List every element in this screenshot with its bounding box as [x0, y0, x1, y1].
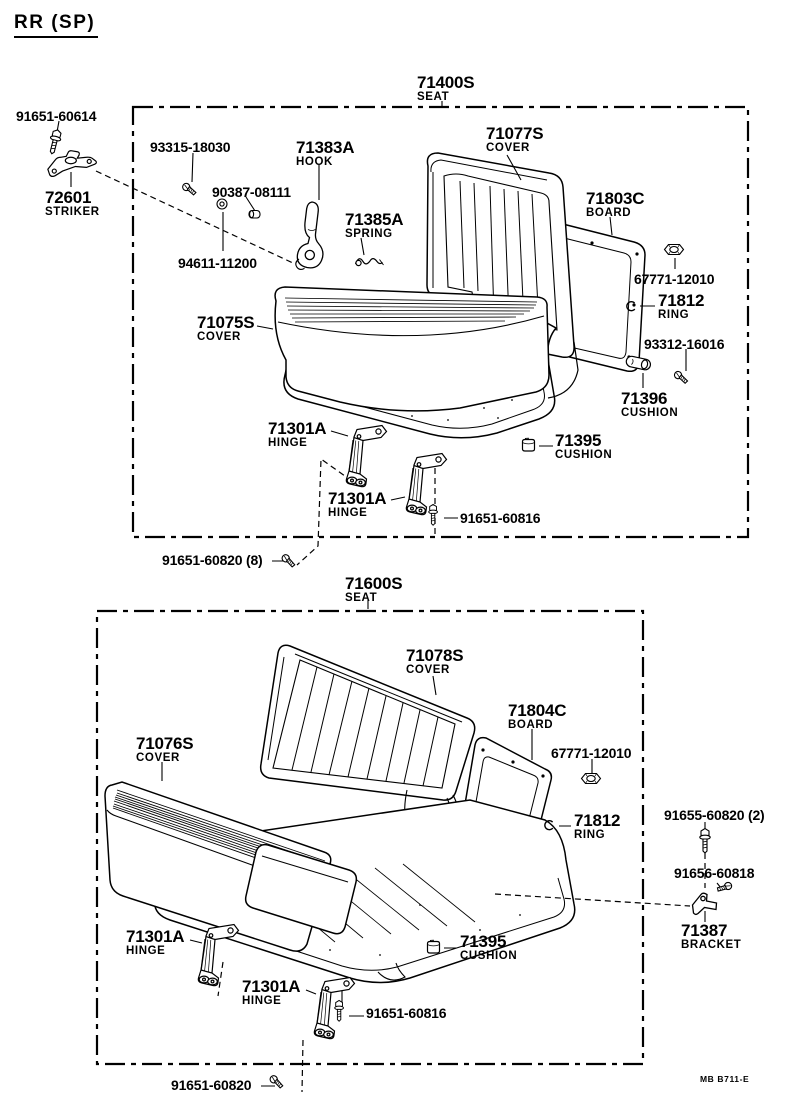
part-name: BOARD [586, 206, 632, 219]
part-label-91651-60820-b [171, 1078, 251, 1093]
part-number: 91651-60820 (8) [162, 552, 263, 568]
cube-icon [523, 438, 535, 451]
part-label-93312-16016 [644, 337, 724, 352]
part-number: 67771-12010 [634, 271, 715, 287]
part-label-71301a-hinge-d [242, 978, 300, 1008]
part-number: 90387-08111 [212, 184, 291, 200]
part-label-71804c-board [508, 702, 566, 732]
part-number: 67771-12010 [551, 745, 632, 761]
part-name: HOOK [296, 155, 333, 168]
part-name: HINGE [126, 944, 166, 957]
part-number: 71301A [268, 419, 327, 438]
part-label-71076s-cover [136, 735, 193, 765]
part-number: 94611-11200 [178, 255, 257, 271]
screw-icon [181, 183, 197, 196]
hinge-icon [406, 454, 446, 515]
part-label-71396-cushion [621, 390, 678, 420]
part-name: SEAT [417, 90, 450, 103]
bolt-icon [429, 504, 438, 525]
part-label-72601-striker [45, 189, 100, 219]
part-number: 71075S [197, 313, 255, 332]
cube-icon [428, 940, 440, 953]
part-label-71078s-cover [406, 647, 463, 677]
part-number: 91651-60614 [16, 108, 97, 124]
part-number: 71077S [486, 124, 544, 143]
part-label-71812-ring-b [574, 812, 620, 842]
bolt-icon [335, 1000, 344, 1021]
part-number: 71385A [345, 210, 404, 229]
part-number: 91651-60816 [460, 510, 541, 526]
part-number: 71400S [417, 73, 475, 92]
part-label-71383a-hook [296, 139, 354, 169]
part-number: 71812 [658, 291, 705, 310]
part-label-71395-cushion-b [460, 933, 517, 963]
part-name: SEAT [345, 591, 378, 604]
part-label-91655-60820-2 [664, 808, 765, 823]
part-label-71301a-hinge-b [328, 490, 386, 520]
part-number: 91651-60820 [171, 1077, 252, 1093]
part-number: 71076S [136, 734, 194, 753]
part-name: RING [658, 308, 690, 321]
part-number: 93315-18030 [150, 139, 231, 155]
part-name: HINGE [268, 436, 308, 449]
hook-icon [296, 202, 323, 269]
spring-icon [356, 259, 384, 266]
part-label-93315-18030 [150, 140, 230, 155]
part-label-71385a-spring [345, 211, 403, 241]
part-name: SPRING [345, 227, 393, 240]
part-number: 72601 [45, 188, 92, 207]
bolt-icon [700, 829, 710, 854]
part-number: 71395 [555, 431, 602, 450]
part-label-71395-cushion-a [555, 432, 612, 462]
part-label-91651-60614 [16, 109, 96, 124]
part-label-90387-08111 [212, 185, 291, 200]
part-number: 71803C [586, 189, 645, 208]
part-name: STRIKER [45, 205, 100, 218]
part-label-71301a-hinge-c [126, 928, 184, 958]
part-number: 71396 [621, 389, 668, 408]
hinge-icon [198, 925, 238, 986]
part-number: 71301A [242, 977, 301, 996]
part-label-71400s-seat [417, 74, 474, 104]
part-label-71600s-seat [345, 575, 402, 605]
part-name: COVER [406, 663, 450, 676]
part-number: 71600S [345, 574, 403, 593]
page-corner-code: RR (SP) [14, 12, 98, 38]
part-number: 93312-16016 [644, 336, 725, 352]
part-label-67771-12010-b [551, 746, 631, 761]
part-label-71387-bracket [681, 922, 741, 952]
part-name: CUSHION [460, 949, 518, 962]
nut-icon [582, 774, 601, 784]
part-name: COVER [486, 141, 530, 154]
part-name: COVER [136, 751, 180, 764]
part-name: BRACKET [681, 938, 742, 951]
part-number: 91651-60816 [366, 1005, 447, 1021]
part-label-71803c-board [586, 190, 644, 220]
part-label-71301a-hinge-a [268, 420, 326, 450]
part-number: 91655-60820 (2) [664, 807, 765, 823]
part-label-67771-12010-a [634, 272, 714, 287]
grommet-icon [217, 199, 227, 209]
part-name: CUSHION [621, 406, 679, 419]
striker-icon [48, 151, 97, 177]
part-label-91651-60816-b [366, 1006, 446, 1021]
part-number: 71395 [460, 932, 507, 951]
part-name: BOARD [508, 718, 554, 731]
part-number: 71301A [328, 489, 387, 508]
part-label-94611-11200 [178, 256, 257, 271]
part-number: 91656-60818 [674, 865, 755, 881]
part-label-71075s-cover [197, 314, 254, 344]
part-number: 71812 [574, 811, 621, 830]
part-name: CUSHION [555, 448, 613, 461]
part-label-91656-60818 [674, 866, 754, 881]
nut-icon [665, 245, 684, 255]
part-number: 71301A [126, 927, 185, 946]
screw-icon [716, 879, 733, 896]
part-label-71812-ring-a [658, 292, 704, 322]
part-name: HINGE [328, 506, 368, 519]
screw-icon [280, 554, 297, 568]
screw-icon [673, 371, 689, 384]
part-label-91651-60820-8 [162, 553, 263, 568]
part-label-91651-60816-a [460, 511, 540, 526]
part-label-71077s-cover [486, 125, 543, 155]
part-name: COVER [197, 330, 241, 343]
part-number: 71078S [406, 646, 464, 665]
bolt-icon [47, 129, 63, 155]
page-footer-code: MB B711-E [700, 1074, 750, 1084]
part-name: HINGE [242, 994, 282, 1007]
part-number: 71383A [296, 138, 355, 157]
part-number: 71387 [681, 921, 728, 940]
barrel-icon [249, 211, 260, 219]
part-name: RING [574, 828, 606, 841]
part-number: 71804C [508, 701, 567, 720]
hinge-icon [346, 426, 386, 487]
